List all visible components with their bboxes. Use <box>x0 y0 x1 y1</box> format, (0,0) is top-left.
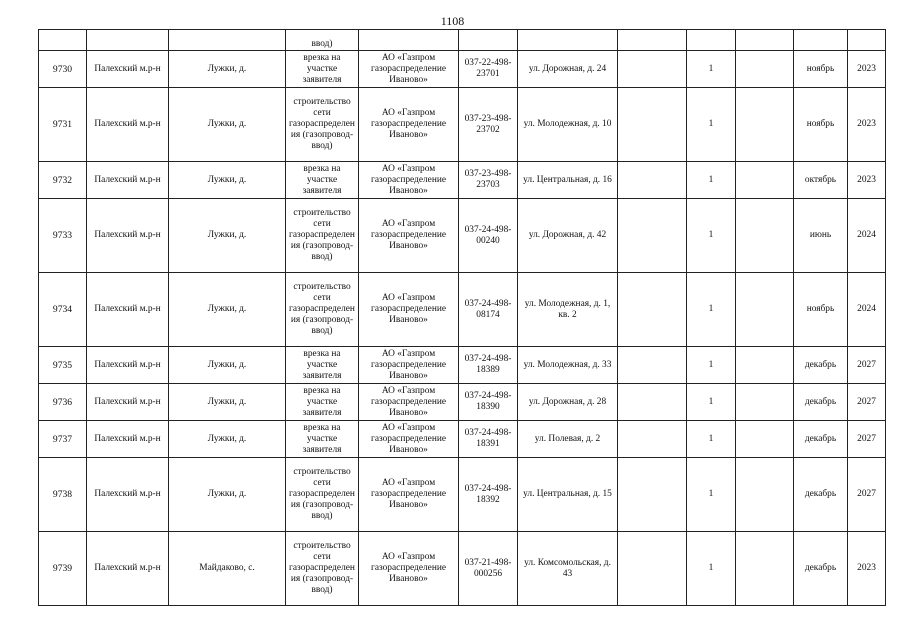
cell-month: декабрь <box>794 532 848 606</box>
cell-district: Палехский м.р-н <box>87 199 169 273</box>
cell-application-number: 037-24-498-18392 <box>459 458 518 532</box>
cell-year: 2024 <box>848 199 886 273</box>
cell-empty <box>736 347 794 384</box>
cell-month: октябрь <box>794 162 848 199</box>
table-row <box>39 421 886 458</box>
cell-district: Палехский м.р-н <box>87 347 169 384</box>
cell-count: 1 <box>687 421 736 458</box>
cell-application-number: 037-24-498-00240 <box>459 199 518 273</box>
cell-application-number: 037-23-498-23702 <box>459 88 518 162</box>
cell-month: июнь <box>794 199 848 273</box>
cell-empty <box>736 162 794 199</box>
cell-empty <box>736 199 794 273</box>
cell-month: декабрь <box>794 458 848 532</box>
cell-work-type: строительство сети газораспределения (газопровод-ввод) <box>286 532 359 606</box>
cell-empty <box>618 384 687 421</box>
cell-address: ул. Центральная, д. 16 <box>518 162 618 199</box>
cell-month: ноябрь <box>794 273 848 347</box>
cell-settlement: Лужки, д. <box>169 347 286 384</box>
cell-address: ул. Комсомольская, д. 43 <box>518 532 618 606</box>
cell-work-type: строительство сети газораспределения (газопровод-ввод) <box>286 458 359 532</box>
cell-address: ул. Молодежная, д. 1, кв. 2 <box>518 273 618 347</box>
cell-empty <box>736 421 794 458</box>
cell-year: 2023 <box>848 162 886 199</box>
cell-count: 1 <box>687 458 736 532</box>
cell-settlement: Лужки, д. <box>169 199 286 273</box>
cell-empty <box>618 162 687 199</box>
table-row <box>39 458 886 532</box>
cell-empty <box>618 51 687 88</box>
cell-address: ул. Полевая, д. 2 <box>518 421 618 458</box>
cell-work-type: строительство сети газораспределения (газопровод-ввод) <box>286 273 359 347</box>
cell-id: 9732 <box>39 162 87 199</box>
cell-work-type: врезка на участке заявителя <box>286 421 359 458</box>
table-row <box>39 347 886 384</box>
cell-month: декабрь <box>794 384 848 421</box>
cell-count: 1 <box>687 347 736 384</box>
table-row <box>39 162 886 199</box>
cell-application-number: 037-23-498-23703 <box>459 162 518 199</box>
cell-organization: АО «Газпром газораспределение Иваново» <box>359 532 459 606</box>
cell-application-number: 037-24-498-18389 <box>459 347 518 384</box>
cell-address: ул. Молодежная, д. 33 <box>518 347 618 384</box>
cell-year: 2027 <box>848 347 886 384</box>
cell-address: ул. Дорожная, д. 28 <box>518 384 618 421</box>
cell-work-type: ввод) <box>286 30 359 51</box>
cell-settlement: Лужки, д. <box>169 421 286 458</box>
cell-settlement: Лужки, д. <box>169 162 286 199</box>
table-row <box>39 88 886 162</box>
cell-organization: АО «Газпром газораспределение Иваново» <box>359 162 459 199</box>
cell-district: Палехский м.р-н <box>87 384 169 421</box>
cell-year: 2027 <box>848 384 886 421</box>
cell-work-type: врезка на участке заявителя <box>286 162 359 199</box>
cell-year: 2027 <box>848 458 886 532</box>
cell-id: 9735 <box>39 347 87 384</box>
cell-empty <box>618 421 687 458</box>
cell-empty <box>736 88 794 162</box>
cell-settlement: Лужки, д. <box>169 51 286 88</box>
cell-work-type: врезка на участке заявителя <box>286 347 359 384</box>
cell-district: Палехский м.р-н <box>87 88 169 162</box>
cell-settlement: Лужки, д. <box>169 384 286 421</box>
cell-organization: АО «Газпром газораспределение Иваново» <box>359 421 459 458</box>
cell-count: 1 <box>687 51 736 88</box>
cell-application-number: 037-22-498-23701 <box>459 51 518 88</box>
cell-year: 2023 <box>848 51 886 88</box>
cell-district: Палехский м.р-н <box>87 458 169 532</box>
cell-settlement: Лужки, д. <box>169 273 286 347</box>
cell-id: 9737 <box>39 421 87 458</box>
cell-empty <box>736 458 794 532</box>
cell-settlement: Лужки, д. <box>169 88 286 162</box>
cell-year: 2027 <box>848 421 886 458</box>
cell-application-number: 037-24-498-18390 <box>459 384 518 421</box>
cell-month: ноябрь <box>794 51 848 88</box>
cell-empty <box>736 273 794 347</box>
cell-year: 2024 <box>848 273 886 347</box>
cell-organization: АО «Газпром газораспределение Иваново» <box>359 458 459 532</box>
cell-district: Палехский м.р-н <box>87 532 169 606</box>
cell-empty <box>618 532 687 606</box>
cell-organization: АО «Газпром газораспределение Иваново» <box>359 384 459 421</box>
cell-empty <box>618 199 687 273</box>
cell-empty <box>618 273 687 347</box>
cell-count: 1 <box>687 88 736 162</box>
cell-address: ул. Дорожная, д. 42 <box>518 199 618 273</box>
cell-id: 9730 <box>39 51 87 88</box>
cell-id: 9738 <box>39 458 87 532</box>
cell-settlement: Лужки, д. <box>169 458 286 532</box>
cell-id: 9734 <box>39 273 87 347</box>
page-number: 1108 <box>440 14 465 28</box>
cell-organization: АО «Газпром газораспределение Иваново» <box>359 51 459 88</box>
cell-count: 1 <box>687 532 736 606</box>
cell-work-type: строительство сети газораспределения (газопровод-ввод) <box>286 199 359 273</box>
cell-address: ул. Дорожная, д. 24 <box>518 51 618 88</box>
cell-work-type: строительство сети газораспределения (газопровод-ввод) <box>286 88 359 162</box>
cell-district: Палехский м.р-н <box>87 51 169 88</box>
cell-application-number: 037-24-498-08174 <box>459 273 518 347</box>
cell-empty <box>736 532 794 606</box>
cell-address: ул. Молодежная, д. 10 <box>518 88 618 162</box>
table-row <box>39 273 886 347</box>
cell-year: 2023 <box>848 88 886 162</box>
cell-empty <box>736 51 794 88</box>
cell-id: 9733 <box>39 199 87 273</box>
cell-count: 1 <box>687 384 736 421</box>
cell-empty <box>618 347 687 384</box>
cell-district: Палехский м.р-н <box>87 273 169 347</box>
table-row <box>39 199 886 273</box>
table-row <box>39 51 886 88</box>
cell-district: Палехский м.р-н <box>87 421 169 458</box>
cell-month: декабрь <box>794 421 848 458</box>
cell-id: 9736 <box>39 384 87 421</box>
cell-count: 1 <box>687 162 736 199</box>
cell-organization: АО «Газпром газораспределение Иваново» <box>359 88 459 162</box>
cell-address: ул. Центральная, д. 15 <box>518 458 618 532</box>
cell-work-type: врезка на участке заявителя <box>286 51 359 88</box>
cell-organization: АО «Газпром газораспределение Иваново» <box>359 273 459 347</box>
cell-id: 9739 <box>39 532 87 606</box>
cell-organization: АО «Газпром газораспределение Иваново» <box>359 199 459 273</box>
cell-count: 1 <box>687 273 736 347</box>
cell-organization: АО «Газпром газораспределение Иваново» <box>359 347 459 384</box>
cell-district: Палехский м.р-н <box>87 162 169 199</box>
cell-empty <box>618 458 687 532</box>
cell-month: ноябрь <box>794 88 848 162</box>
table-row <box>39 384 886 421</box>
cell-empty <box>618 88 687 162</box>
table-row <box>39 532 886 606</box>
table-row-continued <box>39 30 886 51</box>
cell-application-number: 037-24-498-18391 <box>459 421 518 458</box>
registry-table <box>38 29 886 606</box>
cell-id: 9731 <box>39 88 87 162</box>
cell-settlement: Майдаково, с. <box>169 532 286 606</box>
cell-empty <box>736 384 794 421</box>
cell-count: 1 <box>687 199 736 273</box>
cell-application-number: 037-21-498-000256 <box>459 532 518 606</box>
cell-work-type: врезка на участке заявителя <box>286 384 359 421</box>
cell-month: декабрь <box>794 347 848 384</box>
cell-year: 2023 <box>848 532 886 606</box>
